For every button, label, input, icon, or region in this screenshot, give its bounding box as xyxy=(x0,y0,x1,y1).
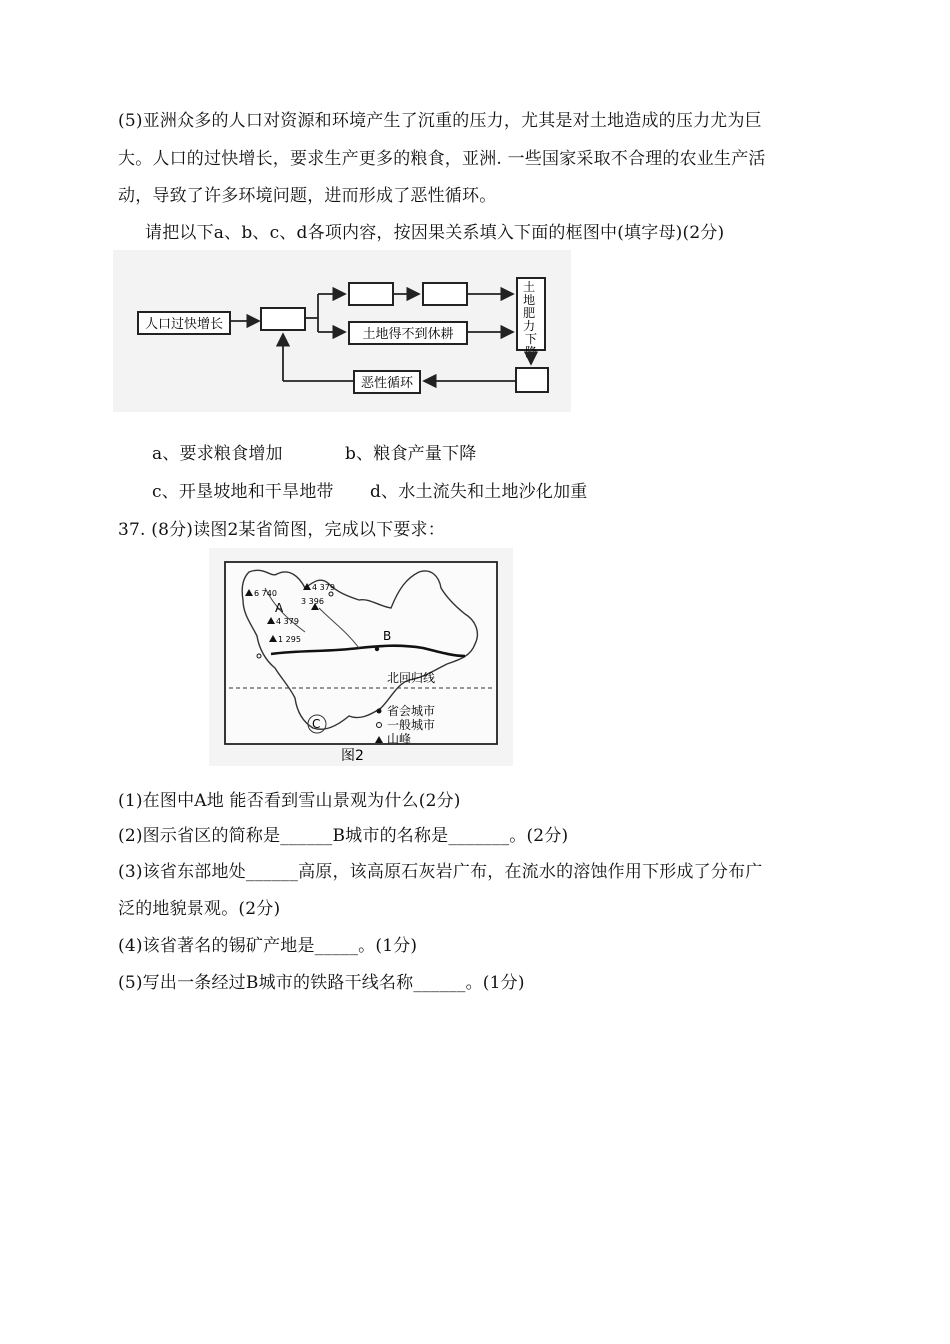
svg-text:4 379: 4 379 xyxy=(276,617,299,626)
option-d: d、水土流失和土地沙化加重 xyxy=(370,482,588,502)
empty-box-4 xyxy=(516,368,548,392)
fertility-label: 土 地 肥 力 下 xyxy=(523,280,538,346)
empty-box-2 xyxy=(349,283,393,305)
q5-line-3: 动，导致了许多环境问题，进而形成了恶性循环。 xyxy=(118,186,497,206)
q37-sub4: (4)该省著名的锡矿产地是_____。(1分) xyxy=(118,936,418,956)
q37-sub3-line1: (3)该省东部地处______高原，该高原石灰岩广布，在流水的溶蚀作用下形成了分布广 xyxy=(118,862,763,882)
cause-effect-diagram xyxy=(113,250,571,412)
svg-text:3 396: 3 396 xyxy=(301,597,324,606)
q37-sub5: (5)写出一条经过B城市的铁路干线名称______。(1分) xyxy=(118,973,525,993)
q5-line-1: (5)亚洲众多的人口对资源和环境产生了沉重的压力，尤其是对土地造成的压力尤为巨 xyxy=(118,111,762,131)
q37-sub1: (1)在图中A地 能否看到雪山景观为什么(2分) xyxy=(118,791,461,811)
legend-capital-icon xyxy=(377,709,382,714)
q37-sub3-line2: 泛的地貌景观。(2分) xyxy=(118,899,281,919)
svg-text:省会城市: 省会城市 xyxy=(387,704,436,718)
fallow-label: 土地得不到休耕 xyxy=(362,327,454,342)
q37-sub2: (2)图示省区的简称是______B城市的名称是_______。(2分) xyxy=(118,826,569,846)
tropic-label: 北回归线 xyxy=(387,671,436,685)
cycle-label: 恶性循环 xyxy=(360,376,414,391)
svg-text:4 379: 4 379 xyxy=(312,583,335,592)
option-c: c、开垦坡地和干旱地带 xyxy=(152,482,334,502)
q5-line-2: 大。人口的过快增长，要求生产更多的粮食，亚洲. 一些国家采取不合理的农业生产活 xyxy=(118,149,766,169)
svg-text:降: 降 xyxy=(524,345,538,359)
empty-box-1 xyxy=(261,308,305,330)
option-a: a、要求粮食增加 xyxy=(152,444,283,464)
empty-box-3 xyxy=(423,283,467,305)
svg-text:山峰: 山峰 xyxy=(387,732,412,746)
start-label: 人口过快增长 xyxy=(144,317,224,332)
label-a: A xyxy=(275,601,284,615)
option-b: b、粮食产量下降 xyxy=(345,444,477,464)
q37-title: 37. (8分)读图2某省简图，完成以下要求： xyxy=(118,520,445,540)
label-c: C xyxy=(312,717,321,731)
province-map xyxy=(209,548,513,766)
svg-text:6 740: 6 740 xyxy=(254,589,277,598)
svg-text:1 295: 1 295 xyxy=(278,635,301,644)
q5-instruction: 请把以下a、b、c、d各项内容，按因果关系填入下面的框图中(填字母)(2分) xyxy=(145,223,725,243)
map-caption: 图2 xyxy=(341,748,364,764)
capital-city-b xyxy=(375,647,379,651)
label-b: B xyxy=(383,629,392,643)
svg-text:一般城市: 一般城市 xyxy=(387,718,436,732)
